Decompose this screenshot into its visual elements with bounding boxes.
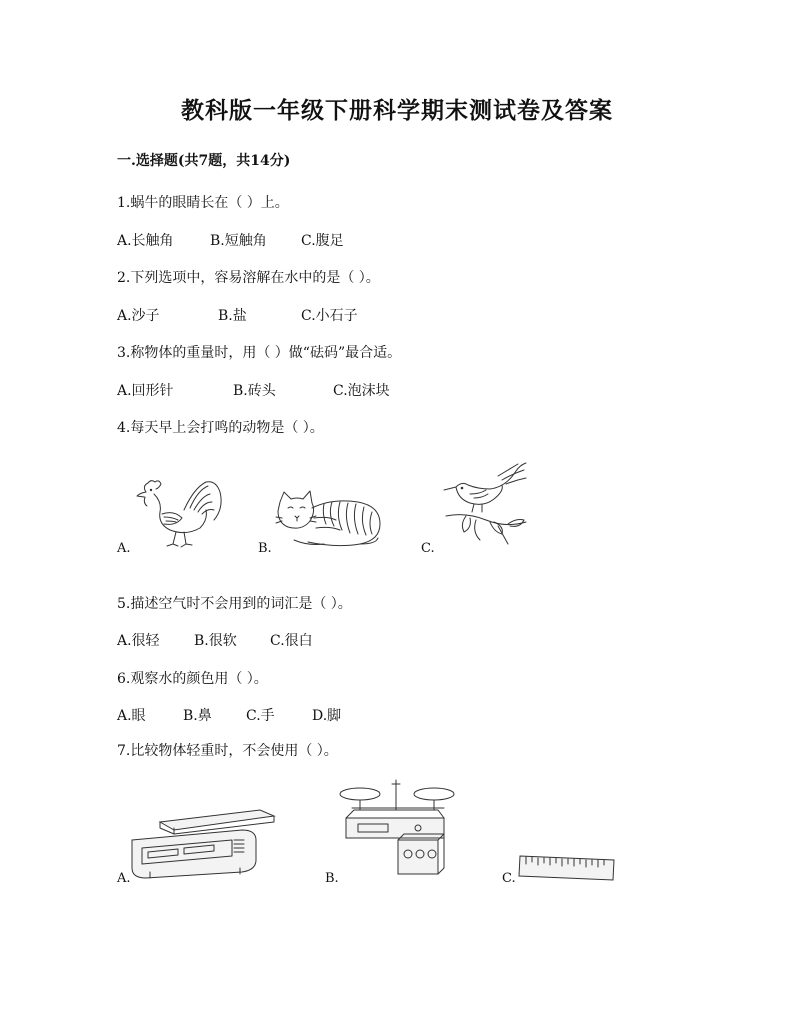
question-2-stem: 2.下列选项中，容易溶解在水中的是（ ）。 (117, 270, 380, 286)
question-2-option-a[interactable]: A.沙子 (117, 308, 160, 324)
question-7-option-a[interactable]: A. (117, 871, 131, 886)
question-6-option-c[interactable]: C.手 (246, 708, 275, 724)
question-5-stem: 5.描述空气时不会用到的词汇是（ ）。 (117, 596, 352, 612)
question-6-option-b[interactable]: B.鼻 (183, 708, 212, 724)
question-7-option-b[interactable]: B. (325, 871, 339, 886)
question-6-option-a[interactable]: A.眼 (117, 708, 146, 724)
section-heading: 一.选择题(共7题，共14分) (117, 153, 291, 169)
question-2-option-b[interactable]: B.盐 (218, 308, 247, 324)
question-4-option-b[interactable]: B. (258, 541, 272, 556)
question-6-stem: 6.观察水的颜色用（ ）。 (117, 671, 268, 687)
electronic-scale-illustration[interactable] (130, 800, 275, 880)
question-5-option-c[interactable]: C.很白 (270, 633, 313, 649)
ruler-illustration[interactable] (518, 854, 616, 882)
question-1-option-b[interactable]: B.短触角 (210, 233, 267, 249)
cat-illustration[interactable] (274, 488, 384, 550)
question-5-option-a[interactable]: A.很轻 (117, 633, 160, 649)
question-7-option-c[interactable]: C. (502, 871, 516, 886)
question-4-option-c[interactable]: C. (421, 541, 435, 556)
question-3-option-b[interactable]: B.砖头 (233, 383, 276, 399)
question-4-option-a[interactable]: A. (117, 541, 131, 556)
rooster-illustration[interactable] (132, 470, 228, 550)
question-6-option-d[interactable]: D.脚 (312, 708, 342, 724)
question-3-option-a[interactable]: A.回形针 (117, 383, 174, 399)
question-1-option-a[interactable]: A.长触角 (117, 233, 174, 249)
bird-on-branch-illustration[interactable] (436, 460, 532, 550)
question-3-stem: 3.称物体的重量时，用（ ）做“砝码”最合适。 (117, 345, 402, 361)
question-3-option-c[interactable]: C.泡沫块 (333, 383, 390, 399)
balance-scale-with-weights-illustration[interactable] (338, 778, 454, 882)
question-4-stem: 4.每天早上会打鸣的动物是（ ）。 (117, 420, 324, 436)
question-1-stem: 1.蜗牛的眼睛长在（ ）上。 (117, 195, 289, 211)
question-7-stem: 7.比较物体轻重时，不会使用（ ）。 (117, 743, 338, 759)
question-1-option-c[interactable]: C.腹足 (301, 233, 344, 249)
page-title: 教科版一年级下册科学期末测试卷及答案 (181, 97, 613, 124)
question-2-option-c[interactable]: C.小石子 (301, 308, 358, 324)
question-5-option-b[interactable]: B.很软 (194, 633, 237, 649)
